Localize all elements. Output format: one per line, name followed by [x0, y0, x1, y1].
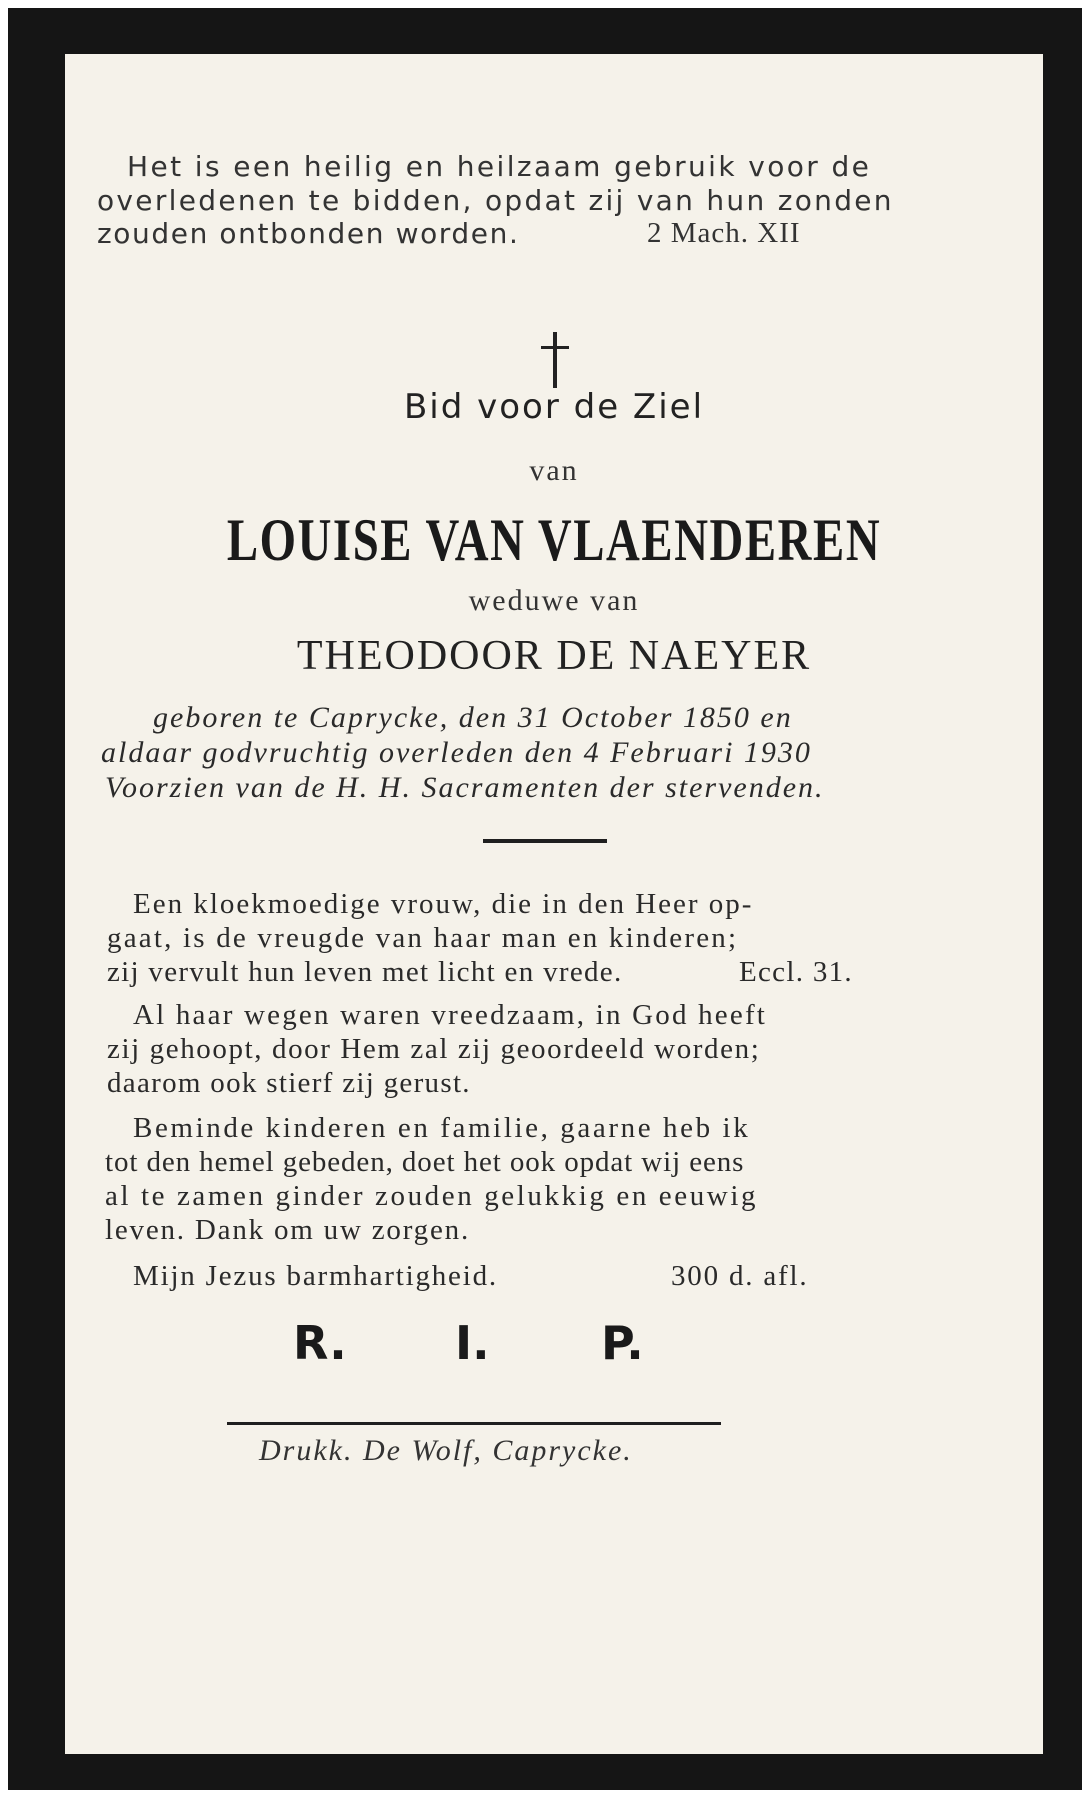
paragraph3-line-4: leven. Dank om uw zorgen.	[105, 1214, 470, 1246]
quote-line-1: Het is een heilig en heilzaam gebruik voor de	[127, 150, 872, 183]
quote-line-3: zouden ontbonden worden.	[97, 217, 520, 250]
paragraph2-line-1: Al haar wegen waren vreedzaam, in God heeft	[133, 999, 768, 1031]
spouse-name: THEODOOR DE NAEYER	[296, 633, 812, 679]
biography-line-1: geboren te Caprycke, den 31 October 1850 en	[153, 701, 793, 734]
separator-rule	[483, 839, 607, 843]
prayer-heading: Bid voor de Ziel	[403, 387, 705, 427]
bottom-rule	[227, 1422, 721, 1425]
paragraph2-line-2: zij gehoopt, door Hem zal zij geoordeeld worden;	[107, 1033, 761, 1065]
widow-of-label: weduwe van	[468, 584, 640, 617]
biography-line-3: Voorzien van de H. H. Sacramenten der stervenden.	[105, 771, 825, 804]
van-label: van	[529, 454, 579, 487]
paragraph1-line-3: zij vervult hun leven met licht en vrede.	[107, 956, 623, 988]
quote-reference: 2 Mach. XII	[647, 217, 801, 249]
memorial-card-paper	[65, 54, 1043, 1754]
rip-r: R.	[293, 1316, 347, 1370]
biography-line-2: aldaar godvruchtig overleden den 4 Februari 1930	[101, 736, 812, 769]
paragraph3-line-3: al te zamen ginder zouden gelukkig en eeuwig	[105, 1180, 759, 1212]
cross-icon	[535, 332, 575, 392]
printer-credit: Drukk. De Wolf, Caprycke.	[259, 1434, 633, 1467]
paragraph1-reference: Eccl. 31.	[739, 956, 853, 988]
paragraph3-line-2: tot den hemel gebeden, doet het ook opdat wij eens	[105, 1146, 745, 1178]
deceased-name: LOUISE VAN VLAENDEREN	[226, 507, 882, 573]
indulgence-text: 300 d. afl.	[671, 1260, 809, 1292]
rip-i: I.	[455, 1316, 490, 1370]
rip-p: P.	[601, 1316, 644, 1370]
prayer-text: Mijn Jezus barmhartigheid.	[133, 1260, 498, 1292]
paragraph1-line-1: Een kloekmoedige vrouw, die in den Heer op-	[133, 888, 754, 920]
paragraph3-line-1: Beminde kinderen en familie, gaarne heb ik	[133, 1112, 751, 1144]
memorial-card-border	[8, 8, 1082, 1790]
quote-line-2: overledenen te bidden, opdat zij van hun zonden	[97, 184, 894, 217]
paragraph2-line-3: daarom ook stierf zij gerust.	[107, 1067, 471, 1099]
paragraph1-line-2: gaat, is de vreugde van haar man en kinderen;	[107, 922, 739, 954]
